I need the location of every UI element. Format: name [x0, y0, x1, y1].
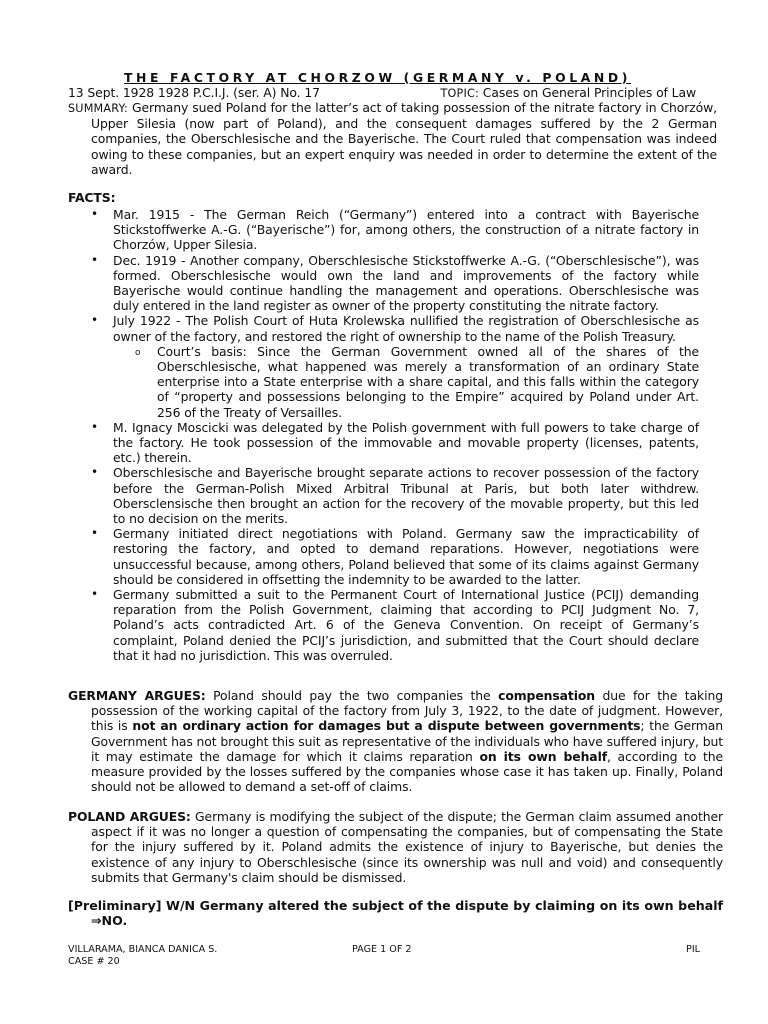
- footer-page-number: PAGE 1 OF 2: [352, 944, 412, 955]
- list-item: • Germany submitted a suit to the Permanent Court of International Justice (PCIJ) demanding reparation from the Polish Government, claiming that according to PCIJ Judgment No. 7, Poland’s acts contradicted Art. 6 of the Geneva Convention. On receipt of Germany’s complaint, Poland denied the PCIJ’s jurisdiction, and submitted that the Court should declare that it had no jurisdiction. This was overruled.: [91, 587, 699, 663]
- page-footer: [68, 944, 700, 967]
- germany-argues-paragraph: GERMANY ARGUES: Poland should pay the two companies the compensation due for the taking possession of the working capital of the factory from July 3, 1922, to the date of judgment. However, this is not an ordinary action for damages but a dispute between governments; the German Government has not brought this suit as representative of the individuals who have suffered injury, but it may estimate the damage for which it claims reparation on its own behalf, according to the measure provided by the losses suffered by the companies whose case it has taken up. Finally, Poland should not be allowed to demand a set-off of claims.: [68, 688, 723, 795]
- bullet-icon: •: [91, 252, 98, 267]
- list-item: • Germany initiated direct negotiations with Poland. Germany saw the impracticability of restoring the factory, and opted to demand reparations. However, negotiations were unsuccessful because, among others, Poland believed that some of its claims against Germany should be considered in offsetting the indemnity to be awarded to the latter.: [91, 526, 699, 587]
- topic-value: Cases on General Principles of Law: [478, 85, 696, 100]
- bullet-icon: •: [91, 207, 98, 221]
- bullet-icon: •: [91, 313, 98, 328]
- topic-label: TOPIC:: [440, 87, 479, 100]
- list-item: • Oberschlesische and Bayerische brought separate actions to recover possession of the factory before the German-Polish Mixed Arbitral Tribunal at Paris, but both later withdrew. Obersclensische then brought an action for the recovery of the movable property, but this led to no decision on the merits.: [91, 465, 699, 527]
- summary-text: Germany sued Poland for the latter’s act of taking possession of the nitrate factory in Chorzów, Upper Silesia (now part of Poland), and the consequent damages suffered by the 2 German companies, the Oberschlesische and the Bayerische. The Court ruled that compensation was indeed owing to these companies, but an expert enquiry was needed in order to determine the extent of the award.: [91, 100, 717, 177]
- summary-label: SUMMARY:: [68, 102, 129, 115]
- list-item: • Mar. 1915 - The German Reich (“Germany”) entered into a contract with Bayerische Stickstoffwerke A.-G. (“Bayerische”) for, among others, the construction of a nitrate factory in Chorzów, Upper Silesia.: [91, 207, 699, 253]
- issue-heading: [Preliminary] W/N Germany altered the subject of the dispute by claiming on its own behalf ⇒NO.: [68, 898, 723, 929]
- footer-author: VILLARAMA, BIANCA DANICA S.: [68, 944, 218, 955]
- list-item: • Dec. 1919 - Another company, Oberschlesische Stickstoffwerke A.-G. (“Oberschlesische”), was formed. Oberschlesische would own the land and improvements of the factory while Bayerische would continue handling the management and operations. Oberschlesische was duly entered in the land register as owner of the property constituting the nitrate factory.: [91, 252, 699, 314]
- germany-argues-label: GERMANY ARGUES:: [68, 688, 206, 703]
- list-item: • July 1922 - The Polish Court of Huta Krolewska nullified the registration of Oberschlesische as owner of the factory, and restored the right of ownership to the name of the Polish Treasury. o Court’s basis: Since the German Government owned all of the shares of the Oberschlesische, what happened was merely a transformation of an ordinary State enterprise into a State enterprise with a share capital, and this falls within the category of “property and possessions belonging to the Empire” acquired by Poland under Art. 256 of the Treaty of Versailles.: [91, 313, 699, 420]
- case-title: THE FACTORY AT CHORZOW (GERMANY v. POLAND): [124, 70, 632, 85]
- poland-argues-paragraph: POLAND ARGUES: Germany is modifying the subject of the dispute; the German claim assumed another aspect if it was no longer a question of compensating the companies, but of compensating the State for the injury suffered by it. Poland admits the existence of injury to Bayerische, but denies the existence of any injury to Oberschlesische (since its ownership was null and void) and consequently submits that Germany's claim should be dismissed.: [68, 809, 723, 885]
- case-topic: [440, 85, 696, 101]
- facts-heading: FACTS:: [68, 190, 116, 205]
- list-item: • M. Ignacy Moscicki was delegated by the Polish government with full powers to take charge of the factory. He took possession of the immovable and movable property (licenses, patents, etc.) therein.: [91, 419, 699, 466]
- case-date-citation: 13 Sept. 1928 1928 P.C.I.J. (ser. A) No. 17: [68, 85, 320, 100]
- facts-list: [91, 207, 699, 663]
- poland-argues-label: POLAND ARGUES:: [68, 809, 191, 824]
- summary-paragraph: [68, 100, 717, 177]
- circle-bullet-icon: o: [135, 347, 141, 358]
- footer-case-number: CASE # 20: [68, 955, 120, 967]
- sub-list-item: o Court’s basis: Since the German Government owned all of the shares of the Oberschlesische, what happened was merely a transformation of an ordinary State enterprise into a State enterprise with a share capital, and this falls within the category of “property and possessions belonging to the Empire” acquired by Poland under Art. 256 of the Treaty of Versailles.: [135, 343, 699, 420]
- bullet-icon: •: [91, 465, 98, 480]
- footer-subject: PIL: [686, 944, 700, 955]
- bullet-icon: •: [91, 587, 98, 602]
- bullet-icon: •: [91, 526, 98, 541]
- bullet-icon: •: [91, 419, 98, 434]
- case-meta-line: [68, 85, 696, 101]
- sub-list: [113, 344, 699, 420]
